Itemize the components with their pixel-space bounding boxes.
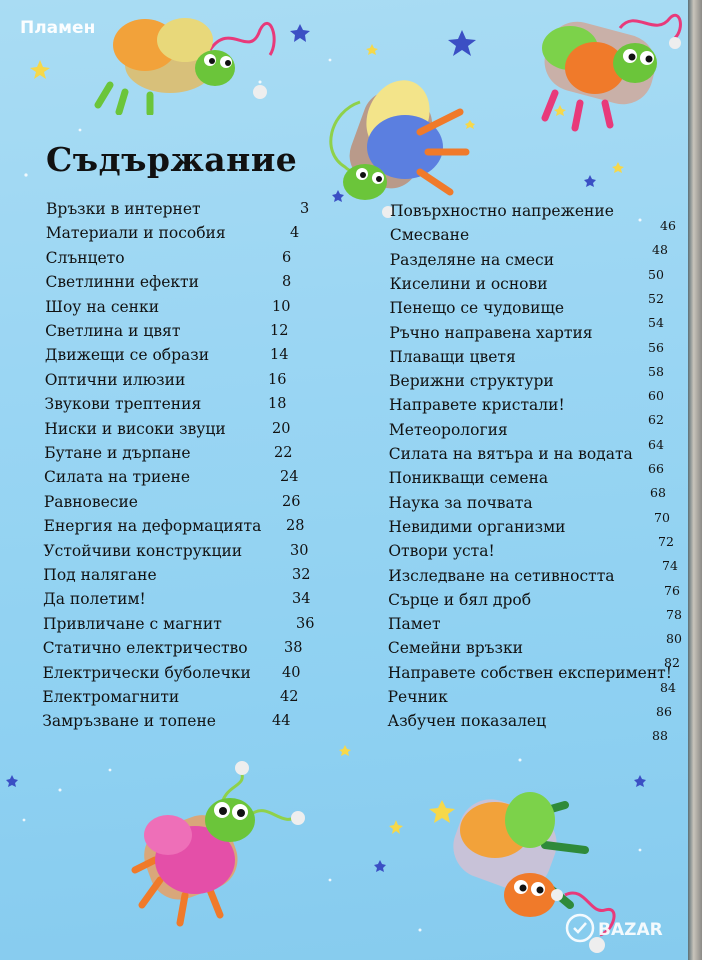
toc-entry-page-number: 62 [648,412,664,428]
toc-entry-page-number: 46 [660,218,676,233]
toc-entry-page-number: 16 [268,371,287,388]
toc-entry-page-number: 64 [648,436,664,452]
toc-entry-label: Изследване на сетивността [388,566,615,585]
toc-entry-page-number: 44 [272,713,291,730]
toc-entry-label: Равновесие [43,492,138,511]
toc-entry-label: Верижни структури [389,372,554,391]
toc-entry-label: Да полетим! [43,590,146,609]
toc-entry-page-number: 58 [648,363,664,379]
toc-entry-page-number: 38 [284,640,303,657]
toc-entry-page-number: 30 [290,542,309,559]
toc-entry-page-number: 32 [292,567,311,583]
toc-entry-page-number: 40 [282,664,301,681]
toc-entry-page-number: 76 [664,582,680,598]
toc-entry-page-number: 86 [656,704,672,719]
toc-entry-label: Памет [387,615,441,634]
toc-entry-page-number: 26 [282,493,301,510]
toc-entry-page-number: 12 [270,323,289,339]
bazar-watermark-logo [564,910,674,946]
toc-entry-page-number: 48 [652,242,668,258]
toc-entry-label: Движещи се образи [44,346,210,365]
toc-entry-page-number: 68 [650,485,666,501]
toc-entry-label: Звукови трептения [44,395,202,414]
toc-entry-page-number: 28 [286,518,305,535]
toc-entry-label: Невидими организми [388,517,566,536]
toc-entry-page-number: 20 [272,420,291,437]
toc-entry-label: Шоу на сенки [45,297,160,316]
toc-entry-label: Привличане с магнит [42,614,222,633]
toc-entry-label: Материали и пособия [45,224,226,243]
toc-entry-page-number: 18 [268,396,287,413]
toc-entry-page-number: 14 [270,347,289,364]
toc-entry-label: Светлинни ефекти [45,273,199,292]
toc-entry-page-number: 3 [300,201,310,217]
toc-entry-page-number: 72 [658,533,674,549]
toc-entry-page-number: 80 [666,631,682,647]
toc-entry-label: Оптични илюзии [44,370,186,389]
toc-entry-label: Ръчно направена хартия [389,323,593,342]
toc-entry-label: Направете кристали! [389,396,565,415]
toc-entry-page-number: 34 [292,591,311,608]
toc-entry-label: Електромагнити [42,688,180,706]
toc-entry-page-number: 78 [666,606,682,622]
toc-entry-label: Азбучен показалец [387,712,547,731]
page-title: Съдържание [46,140,298,179]
watermark-text: Пламен [20,18,96,38]
toc-entry-label: Слънцето [45,248,125,267]
toc-entry-page-number: 66 [648,461,664,476]
toc-entry-page-number: 42 [280,689,299,705]
toc-entry-label: Енергия на деформацията [43,517,262,536]
toc-entry-page-number: 22 [274,445,293,461]
toc-entry-page-number: 52 [648,290,664,306]
toc-entry-label: Киселини и основи [389,274,548,293]
toc-entry-label: Силата на триене [44,468,191,487]
toc-entry-label: Направете собствен експеримент! [387,663,672,682]
toc-entry-page-number: 10 [272,298,291,315]
book-spine-edge [688,0,702,960]
toc-entry-label: Метеорология [388,420,508,439]
toc-entry-label: Под налягане [43,566,157,584]
toc-entry-label: Семейни връзки [387,639,523,658]
toc-entry-page-number: 82 [664,655,680,671]
toc-entry-page-number: 70 [654,509,670,525]
toc-entry-page-number: 4 [290,225,300,242]
craft-bug-top-left-image [90,0,280,115]
toc-entry-page-number: 74 [662,558,678,574]
craft-bug-bottom-left-image [130,760,305,930]
toc-entry-label: Връзки в интернет [46,200,201,218]
toc-entry-label: Разделяне на смеси [389,250,555,269]
toc-entry-label: Поникващи семена [388,469,549,488]
toc-entry-label: Сърце и бял дроб [388,590,532,609]
toc-entry-label: Силата на вятъра и на водата [388,445,633,463]
svg-text:BAZAR: BAZAR [598,920,663,940]
toc-entry-page-number: 60 [648,388,664,404]
toc-entry-label: Бутане и дърпане [44,444,191,462]
toc-entry-page-number: 56 [648,339,664,355]
toc-entry-label: Смесване [389,226,470,245]
toc-entry-page-number: 8 [282,274,292,291]
toc-entry-page-number: 88 [652,728,668,744]
toc-entry-label: Речник [387,688,448,706]
toc-entry-label: Светлина и цвят [45,322,181,340]
toc-entry-label: Статично електричество [42,639,248,658]
toc-entry-page-number: 84 [660,679,676,695]
toc-entry-page-number: 54 [648,315,664,331]
toc-entry-label: Плаващи цветя [389,347,516,366]
toc-entry-label: Устойчиви конструкции [43,541,243,560]
toc-entry-page-number: 50 [648,266,664,282]
craft-bug-top-right-image [525,8,685,133]
toc-entry-page-number: 36 [296,615,315,632]
toc-entry-label: Отвори уста! [388,542,495,561]
toc-entry-page-number: 24 [280,469,299,486]
toc-entry-label: Наука за почвата [388,493,533,512]
toc-entry-label: Електрически буболечки [42,663,251,682]
toc-entry-label: Ниски и високи звуци [44,419,226,438]
toc-entry-label: Замръзване и топене [42,712,216,731]
toc-entry-label: Повърхностно напрежение [390,202,614,220]
toc-entry-label: Пенещо се чудовище [389,299,565,318]
toc-entry-page-number: 6 [282,249,292,266]
